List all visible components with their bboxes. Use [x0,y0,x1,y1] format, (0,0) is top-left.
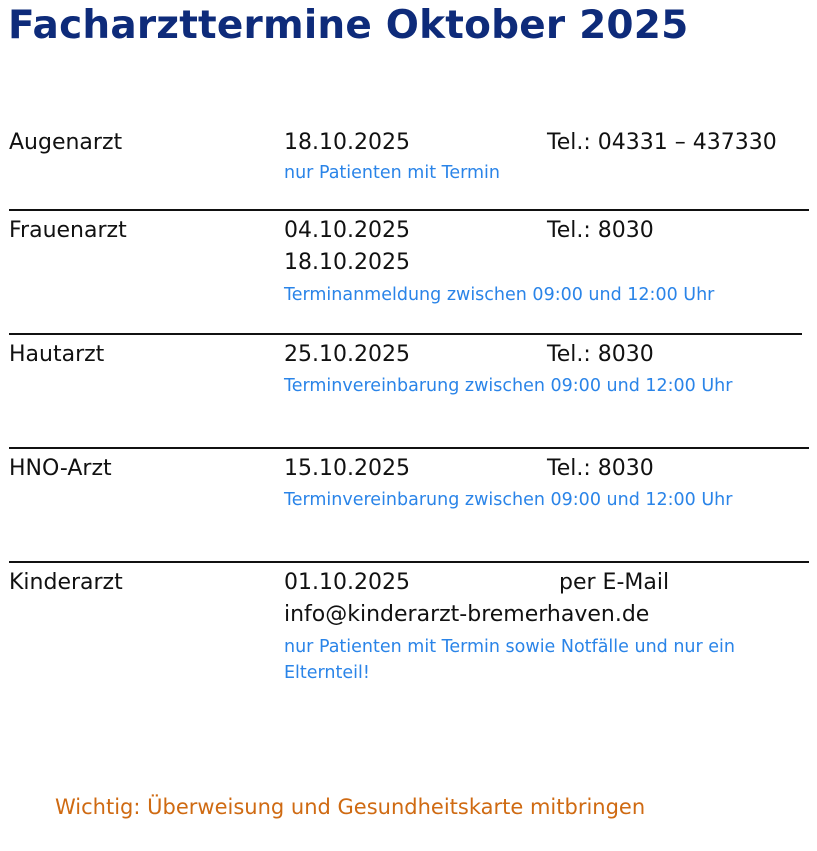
appointment-note: Terminanmeldung zwischen 09:00 und 12:00 Uhr [284,285,715,305]
separator-line [9,209,809,211]
separator-line [9,333,802,335]
appointment-date: 04.10.2025 [284,218,410,243]
appointment-date: 15.10.2025 [284,456,410,481]
appointment-date: 01.10.2025 [284,570,410,595]
appointment-date: 18.10.2025 [284,130,410,155]
specialty-name: HNO-Arzt [9,456,112,481]
contact-info: Tel.: 8030 [547,218,654,243]
important-notice: Wichtig: Überweisung und Gesundheitskarte mitbringen [55,795,646,819]
separator-line [9,561,809,563]
separator-line [9,447,809,449]
appointment-note: nur Patienten mit Termin [284,163,500,183]
contact-email: info@kinderarzt-bremerhaven.de [284,602,650,627]
specialty-name: Kinderarzt [9,570,123,595]
appointment-note: nur Patienten mit Termin sowie Notfälle und nur ein Elternteil! [284,637,736,683]
appointment-note: Terminvereinbarung zwischen 09:00 und 12:00 Uhr [284,490,733,510]
appointment-date: 25.10.2025 [284,342,410,367]
page-title: Facharzttermine Oktober 2025 [8,3,689,48]
specialty-name: Augenarzt [9,130,123,155]
contact-info: per E-Mail [559,570,670,595]
contact-info: Tel.: 8030 [547,342,654,367]
appointment-date-2: 18.10.2025 [284,250,410,275]
specialty-name: Frauenarzt [9,218,127,243]
specialty-name: Hautarzt [9,342,105,367]
contact-info: Tel.: 8030 [547,456,654,481]
appointment-note: Terminvereinbarung zwischen 09:00 und 12:00 Uhr [284,376,733,396]
contact-info: Tel.: 04331 – 437330 [547,130,777,155]
